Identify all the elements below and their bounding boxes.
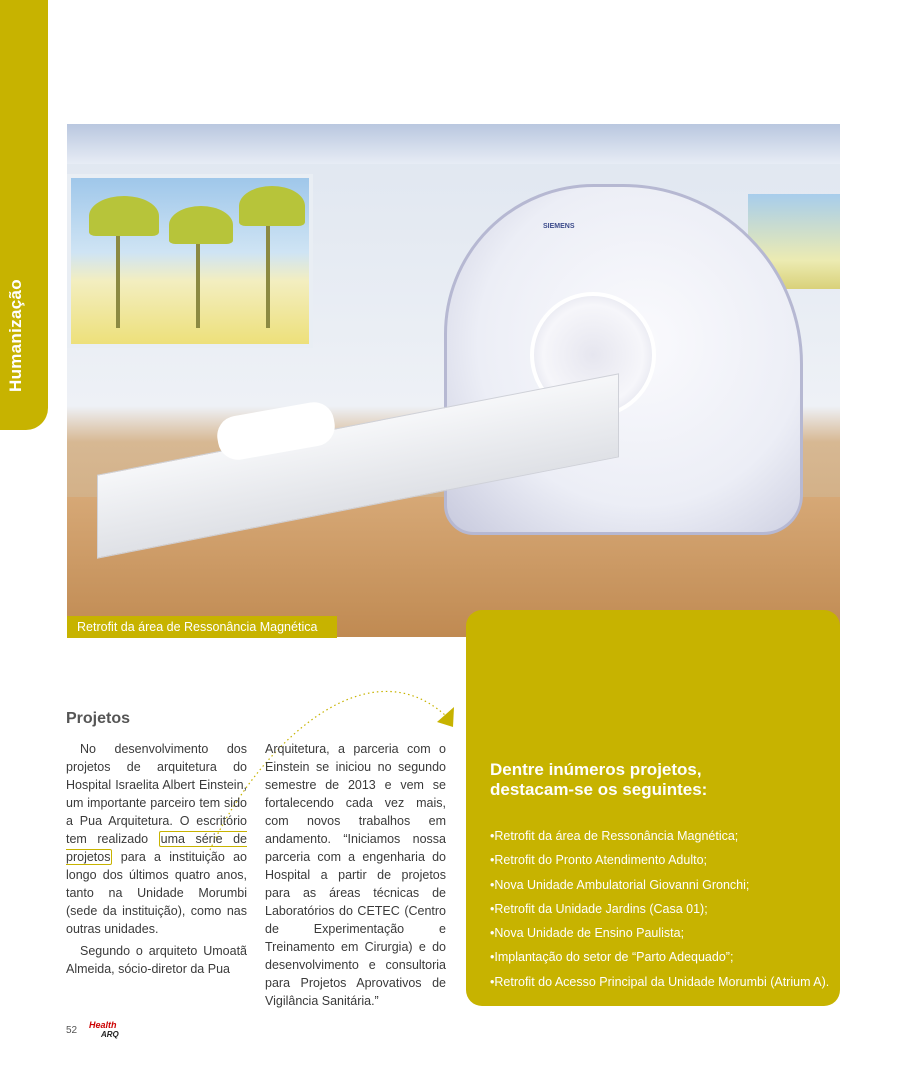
page-number: 52 [66, 1025, 78, 1036]
section-label: Humanização [6, 279, 25, 392]
text: No desenvolvimento dos projetos de arquitetura do Hospital Israelita Albert Einstein, um importante parceiro tem sido a Pua Arquitetura. O escritório tem realizado [66, 742, 247, 846]
section-heading: Projetos [66, 710, 131, 727]
paragraph: Segundo o arquiteto Umoatã Almeida, sócio-diretor da Pua [66, 944, 247, 976]
magazine-logo [89, 1021, 119, 1039]
logo-line1: Health [89, 1020, 117, 1030]
box-title-line2: destacam-se os seguintes: [490, 780, 708, 799]
box-title-line1: Dentre inúmeros projetos, [490, 760, 702, 779]
text-column-2 [265, 740, 446, 1010]
text: para a instituição ao longo dos últimos quatro anos, tanto na Unidade Morumbi (sede da instituição), como nas outras unidades. [66, 850, 247, 936]
photo-caption: Retrofit da área de Ressonância Magnética [67, 616, 337, 638]
list-item: •Retrofit do Acesso Principal da Unidade Morumbi (Atrium A). [490, 974, 830, 989]
text-column-1 [66, 740, 247, 978]
list-item: •Retrofit da área de Ressonância Magnética; [490, 829, 739, 843]
list-item: •Retrofit do Pronto Atendimento Adulto; [490, 853, 708, 868]
paragraph: Arquitetura, a parceria com o Einstein se iniciou no segundo semestre de 2013 e vem se fortalecendo cada vez mais, com novos trabalhos em andamento. “Iniciamos nossa parceria com a engenharia do Hospital a partir de projetos para as áreas técnicas de Laboratórios do CETEC (Centro de Experimentação e Treinamento em Cirurgia) e do desenvolvimento e consultoria para Projetos Aprovativos de Vigilância Sanitária.” [265, 742, 446, 1008]
paragraph [66, 740, 247, 938]
list-item: •Nova Unidade de Ensino Paulista; [490, 926, 685, 941]
highlighted-phrase: uma série de projetos [66, 832, 247, 864]
scanner-brand: SIEMENS [543, 223, 575, 230]
list-item: •Retrofit da Unidade Jardins (Casa 01); [490, 901, 708, 916]
list-item: •Nova Unidade Ambulatorial Giovanni Gronchi; [490, 877, 750, 892]
logo-line2: ARQ [101, 1030, 119, 1039]
list-item: •Implantação do setor de “Parto Adequado”; [490, 950, 734, 965]
